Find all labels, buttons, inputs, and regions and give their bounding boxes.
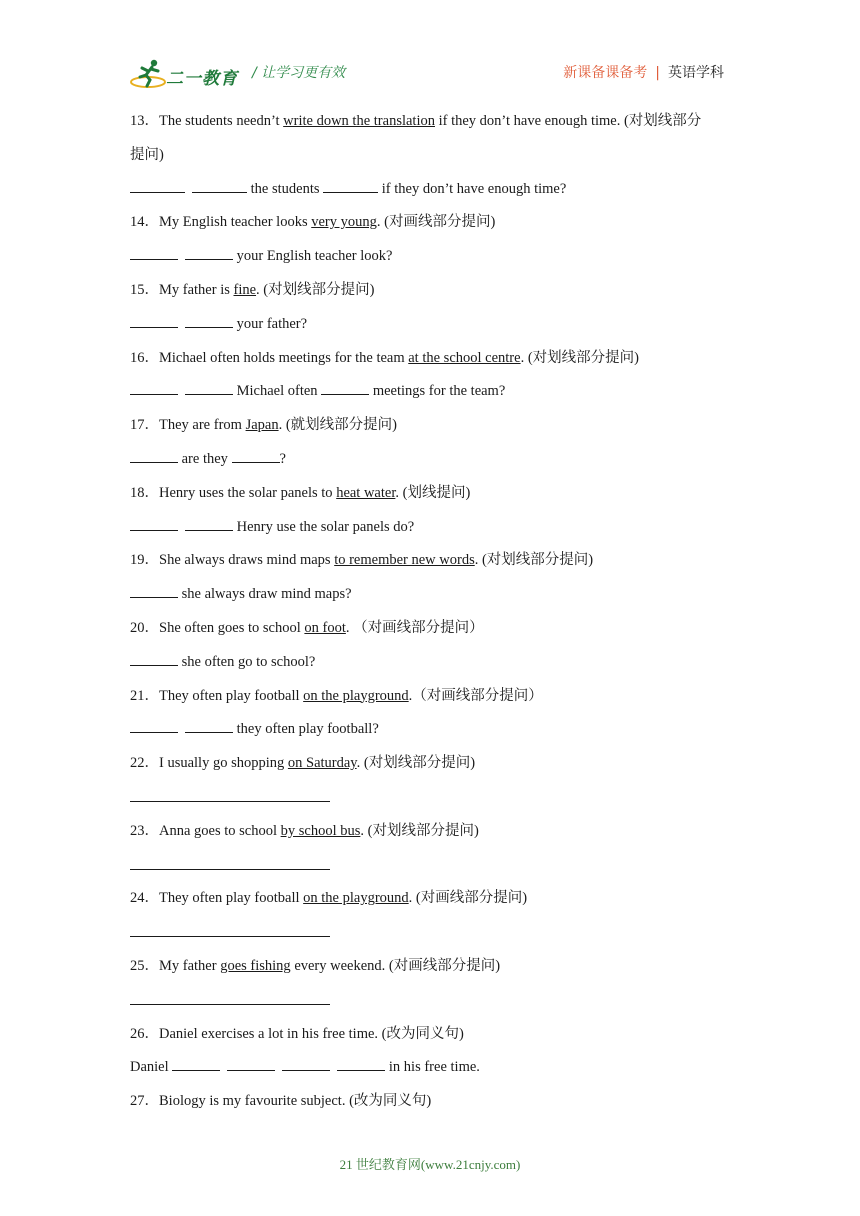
answer-line[interactable] [130,851,330,870]
answer-blank[interactable] [130,380,178,395]
slogan: / 让学习更有效 [252,65,346,81]
header-right [563,62,724,82]
answer-19: she always draw mind maps? [130,580,740,614]
logo [130,58,238,88]
question-21: 21．They often play football on the playground.（对画线部分提问） [130,687,543,704]
page-header [130,52,730,92]
question-23: 23．Anna goes to school by school bus. (对划线部分提问) [130,822,479,839]
answer-blank[interactable] [130,245,178,260]
header-subject-label: 英语学科 [668,65,724,81]
answer-blank[interactable] [130,178,185,193]
answer-blank[interactable] [130,313,178,328]
answer-20: she often go to school? [130,648,740,682]
question-20: 20．She often goes to school on foot. （对画线部分提问） [130,619,484,636]
answer-blank[interactable] [185,718,233,733]
question-27: 27．Biology is my favourite subject. (改为同义句) [130,1093,432,1110]
answer-18: Henry use the solar panels do? [130,513,740,547]
header-course-label: 新课备课备考 [563,65,648,81]
answer-blank[interactable] [337,1056,385,1071]
answer-26: Daniel in his free time. [130,1053,740,1087]
answer-21: they often play football? [130,715,740,749]
answer-blank[interactable] [172,1056,220,1071]
question-22: 22．I usually go shopping on Saturday. (对划线部分提问) [130,755,476,772]
answer-blank[interactable] [130,718,178,733]
answer-line[interactable] [130,986,330,1005]
page-footer: 21 世纪教育网(www.21cnjy.com) [339,1157,521,1172]
answer-24 [130,918,740,952]
answer-blank[interactable] [185,313,233,328]
question-24: 24．They often play football on the playground. (对画线部分提问) [130,890,528,907]
question-13-continued: 提问) [130,146,164,163]
question-15: 15．My father is fine. (对划线部分提问) [130,281,375,298]
question-14: 14．My English teacher looks very young. (对画线部分提问) [130,214,496,231]
question-17: 17．They are from Japan. (就划线部分提问) [130,417,397,434]
answer-line[interactable] [130,783,330,802]
worksheet-content [130,107,740,1121]
question-13: 13．The students needn’t write down the translation if they don’t have enough time. (对划线部分 [130,113,702,129]
answer-22 [130,783,740,817]
answer-23 [130,851,740,885]
answer-15: your father? [130,310,740,344]
question-16: 16．Michael often holds meetings for the team at the school centre. (对划线部分提问) [130,349,639,366]
answer-blank[interactable] [227,1056,275,1071]
answer-25 [130,986,740,1020]
answer-13: the students if they don’t have enough time? [130,175,740,209]
answer-blank[interactable] [185,380,233,395]
question-25: 25．My father goes fishing every weekend. (对画线部分提问) [130,957,501,974]
answer-blank[interactable] [192,178,247,193]
question-18: 18．Henry uses the solar panels to heat water. (划线提问) [130,484,471,501]
logo-text: 二一教育 [166,69,238,89]
answer-blank[interactable] [130,448,178,463]
answer-blank[interactable] [130,583,178,598]
answer-blank[interactable] [185,245,233,260]
answer-blank[interactable] [282,1056,330,1071]
answer-14: your English teacher look? [130,242,740,276]
question-19: 19．She always draws mind maps to remember new words. (对划线部分提问) [130,552,594,569]
header-separator: | [655,65,660,81]
answer-16: Michael often meetings for the team? [130,377,740,411]
answer-blank[interactable] [130,516,178,531]
answer-17: are they ? [130,445,740,479]
answer-blank[interactable] [232,448,280,463]
answer-blank[interactable] [130,651,178,666]
answer-blank[interactable] [321,380,369,395]
answer-blank[interactable] [185,516,233,531]
runner-logo-icon [130,58,170,90]
question-26: 26．Daniel exercises a lot in his free time. (改为同义句) [130,1025,464,1042]
answer-line[interactable] [130,918,330,937]
answer-blank[interactable] [323,178,378,193]
